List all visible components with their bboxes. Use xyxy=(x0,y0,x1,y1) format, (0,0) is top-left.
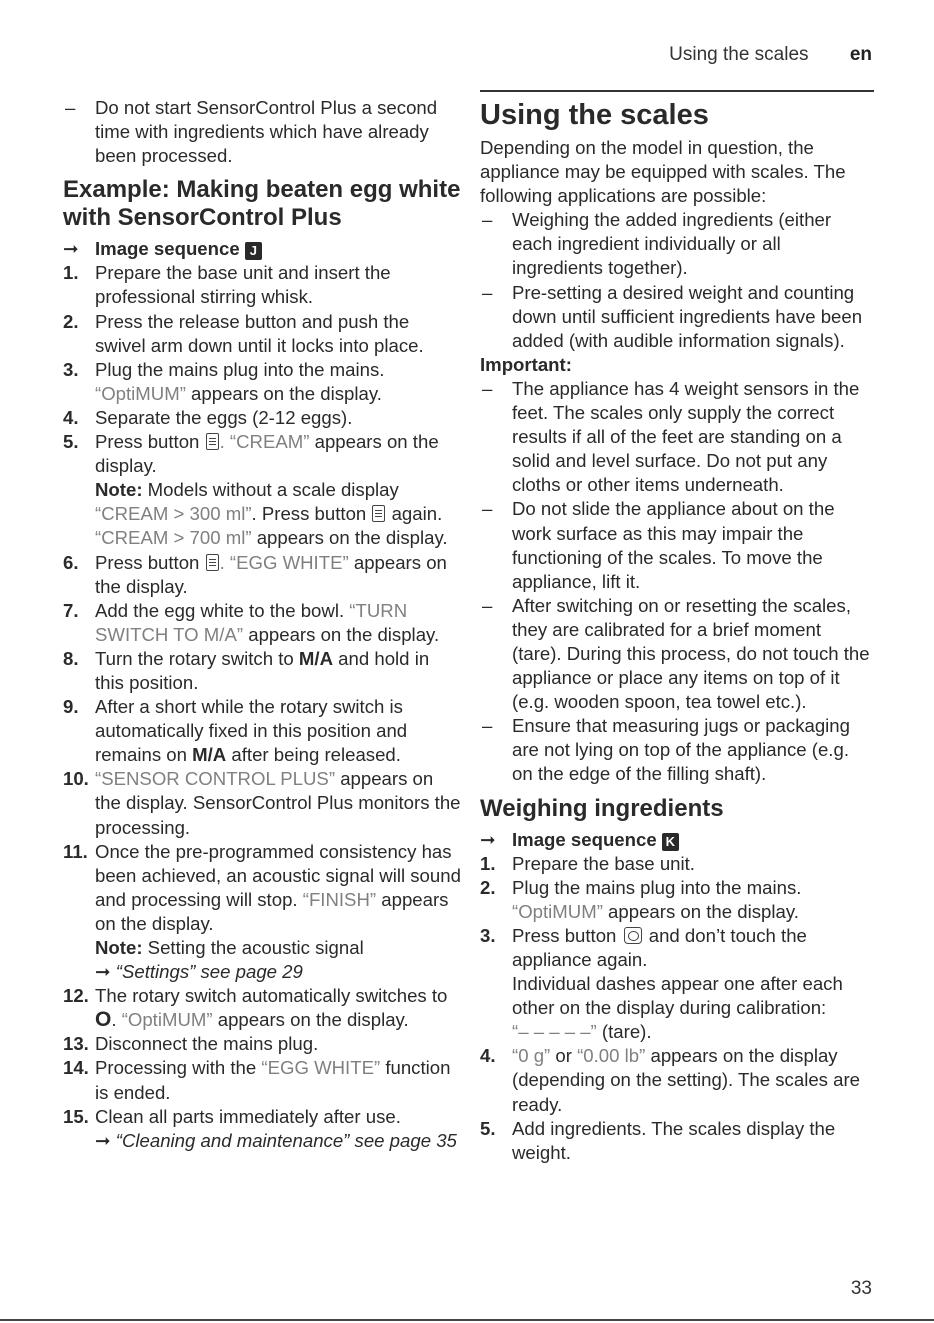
step-3 xyxy=(63,358,463,406)
step-number: 13. xyxy=(63,1033,89,1055)
xref-text: “Settings” see page 29 xyxy=(115,961,303,983)
step-number: 5. xyxy=(480,1117,496,1139)
dash-marker: – xyxy=(482,209,493,231)
header-section-title: Using the scales xyxy=(669,44,809,65)
step-14 xyxy=(63,1056,463,1104)
right-column xyxy=(480,96,874,1165)
step-number: 14. xyxy=(63,1057,89,1079)
step-4 xyxy=(63,406,463,430)
step-number: 12. xyxy=(63,985,89,1007)
arrow-right-icon: ➞ xyxy=(63,238,79,260)
step-text: Plug the mains plug into the mains. xyxy=(512,876,802,898)
display-text: “SENSOR CONTROL PLUS” xyxy=(95,768,336,790)
important-text: Ensure that measuring jugs or packaging are not lying on top of the appliance (e.g. on the edge of the filling shaft). xyxy=(512,715,850,785)
arrow-right-icon: ➞ xyxy=(95,961,111,983)
step-number: 10. xyxy=(63,768,89,790)
weigh-step-5 xyxy=(480,1117,874,1165)
application-item xyxy=(480,281,874,353)
intro-paragraph: Depending on the model in question, the appliance may be equipped with scales. The following applications are possible: xyxy=(480,137,846,207)
page-bottom-rule xyxy=(0,1319,934,1321)
step-text: Press button xyxy=(95,431,205,453)
step-text: Plug the mains plug into the mains. xyxy=(95,358,385,380)
important-item xyxy=(480,377,874,497)
step-text: appears on the display. xyxy=(243,623,440,645)
step-6 xyxy=(63,551,463,599)
menu-button-icon xyxy=(206,554,219,571)
important-label: Important: xyxy=(480,353,572,375)
step-text: . xyxy=(111,1009,122,1031)
step-13 xyxy=(63,1032,463,1056)
dash-marker: – xyxy=(482,281,493,303)
step-number: 6. xyxy=(63,551,79,573)
header-language: en xyxy=(849,44,872,65)
arrow-right-icon: ➞ xyxy=(95,1129,111,1151)
scale-button-icon xyxy=(624,927,642,944)
switch-position: M/A xyxy=(298,647,334,669)
display-text: “CREAM > 700 ml” xyxy=(95,527,252,549)
display-text: “OptiMUM” xyxy=(512,900,603,922)
step-text: appears on the display. xyxy=(95,551,447,597)
step-text: appears on the display. xyxy=(602,900,799,922)
running-header xyxy=(669,44,872,66)
step-text: After a short while the rotary switch is automatically fixed in this position and remains on xyxy=(95,696,408,766)
application-item xyxy=(480,208,874,280)
step-number: 2. xyxy=(63,310,79,332)
step-text: function is ended. xyxy=(95,1057,451,1103)
step-text: Disconnect the mains plug. xyxy=(95,1033,319,1055)
switch-position: M/A xyxy=(192,744,227,766)
step-9 xyxy=(63,695,463,767)
step-10 xyxy=(63,767,463,839)
step-text: Clean all parts immediately after use. xyxy=(95,1105,401,1127)
step-number: 5. xyxy=(63,431,79,453)
intro-dash-text: Do not start SensorControl Plus a second time with ingredients which have already been processed. xyxy=(95,97,438,167)
display-text: . “CREAM” xyxy=(219,431,310,453)
note-text: Setting the acoustic signal xyxy=(142,937,364,958)
arrow-right-icon: ➞ xyxy=(480,828,496,850)
display-text: “FINISH” xyxy=(302,888,377,910)
step-text: appears on the display. xyxy=(185,382,382,404)
step-text: appears on the display (depending on the setting). The scales are ready. xyxy=(512,1045,860,1115)
display-text: “OptiMUM” xyxy=(95,382,186,404)
step-12 xyxy=(63,984,463,1032)
step-7 xyxy=(63,599,463,647)
image-sequence-ref xyxy=(63,237,463,261)
important-item xyxy=(480,594,874,714)
step-number: 3. xyxy=(480,924,496,946)
step-text: appears on the display. xyxy=(95,888,449,934)
application-text: Weighing the added ingredients (either each ingredient individually or all ingredients together). xyxy=(512,209,832,279)
important-item xyxy=(480,497,874,593)
step-number: 2. xyxy=(480,876,496,898)
note-text: . Press button xyxy=(251,503,372,525)
step-text: appears on the display. SensorControl Plus monitors the processing. xyxy=(95,768,461,838)
step-text: Prepare the base unit. xyxy=(512,852,695,874)
important-text: Do not slide the appliance about on the work surface as this may impair the functioning of the scales. To move the appliance, lift it. xyxy=(512,498,835,592)
step-11 xyxy=(63,840,463,985)
sequence-letter-badge: J xyxy=(245,242,262,260)
menu-button-icon xyxy=(372,505,385,522)
image-sequence-ref xyxy=(480,828,874,852)
step-text: and don’t touch the appliance again. xyxy=(512,924,807,970)
step-text: and hold in this position. xyxy=(95,647,430,693)
weigh-step-2 xyxy=(480,876,874,924)
step-text: Press button xyxy=(512,924,622,946)
display-text: “CREAM > 300 ml” xyxy=(95,503,252,525)
step-text: or xyxy=(550,1045,578,1067)
dash-marker: – xyxy=(482,377,493,399)
cross-reference-link[interactable] xyxy=(95,1130,457,1151)
application-text: Pre-setting a desired weight and counting down until sufficient ingredients have been added (with audible information signals). xyxy=(512,281,863,351)
step-number: 4. xyxy=(480,1045,496,1067)
note-label: Note: xyxy=(95,479,143,501)
step-number: 11. xyxy=(63,840,88,862)
important-text: After switching on or resetting the scales, they are calibrated for a brief moment (tare). During this process, do not touch the appliance or place any items on top of it (e.g. wooden spoon, tea towel etc.). xyxy=(512,594,870,713)
weigh-step-1 xyxy=(480,852,874,876)
weighing-heading: Weighing ingredients xyxy=(480,794,724,822)
example-heading: Example: Making beaten egg white with SensorControl Plus xyxy=(63,176,461,232)
weigh-step-3 xyxy=(480,924,874,1044)
xref-text: “Cleaning and maintenance” see page 35 xyxy=(115,1129,457,1151)
display-text: “0.00 lb” xyxy=(577,1045,646,1067)
step-text: after being released. xyxy=(226,744,401,766)
step-text: appears on the display. xyxy=(212,1009,409,1031)
step-text: Individual dashes appear one after each other on the display during calibration: xyxy=(512,973,843,1019)
step-text: Processing with the xyxy=(95,1057,262,1079)
note-text: Models without a scale display xyxy=(142,479,399,501)
step-number: 9. xyxy=(63,696,79,718)
important-item xyxy=(480,714,874,786)
image-sequence-label: Image sequence xyxy=(95,238,240,260)
step-text: appears on the display. xyxy=(95,431,439,477)
step-15 xyxy=(63,1105,463,1153)
step-text: Once the pre-programmed consistency has been achieved, an acoustic signal will sound and processing will stop. xyxy=(95,840,461,910)
cross-reference-link[interactable] xyxy=(95,961,303,982)
dash-marker: – xyxy=(482,594,493,616)
dash-marker: – xyxy=(65,97,76,118)
display-text: “EGG WHITE” xyxy=(261,1057,381,1079)
step-text: Press button xyxy=(95,551,205,573)
note-text: appears on the display. xyxy=(251,527,448,549)
section-title: Using the scales xyxy=(480,99,709,131)
step-number: 1. xyxy=(63,262,79,284)
note-text: again. xyxy=(386,503,443,525)
image-sequence-label: Image sequence xyxy=(512,828,657,850)
step-text: Turn the rotary switch to xyxy=(95,647,299,669)
dash-marker: – xyxy=(482,715,493,737)
step-text: Add the egg white to the bowl. xyxy=(95,599,350,621)
important-text: The appliance has 4 weight sensors in the feet. The scales only supply the correct results if all of the feet are standing on a solid and level surface. Do not put any cloths or other items underneath. xyxy=(512,377,860,496)
display-text: “0 g” xyxy=(512,1045,551,1067)
step-text: Prepare the base unit and insert the professional stirring whisk. xyxy=(95,262,391,308)
step-text: Press the release button and push the swivel arm down until it locks into place. xyxy=(95,310,424,356)
menu-button-icon xyxy=(206,433,219,450)
step-1 xyxy=(63,261,463,309)
display-text: “OptiMUM” xyxy=(121,1009,213,1031)
section-divider xyxy=(480,90,874,92)
intro-dash-item xyxy=(63,96,463,168)
step-text: Add ingredients. The scales display the weight. xyxy=(512,1117,836,1163)
step-5 xyxy=(63,430,463,550)
display-text: “TURN SWITCH TO M/A” xyxy=(95,599,408,645)
page-number: 33 xyxy=(850,1278,872,1299)
dash-marker: – xyxy=(482,498,493,520)
display-text: “– – – – –” xyxy=(512,1021,597,1043)
step-text: Separate the eggs (2-12 eggs). xyxy=(95,406,353,428)
step-2 xyxy=(63,310,463,358)
step-text: The rotary switch automatically switches to xyxy=(95,985,448,1007)
weigh-step-4 xyxy=(480,1044,874,1116)
step-number: 7. xyxy=(63,599,79,621)
step-number: 15. xyxy=(63,1105,89,1127)
display-text: . “EGG WHITE” xyxy=(219,551,349,573)
off-position-symbol: O xyxy=(95,1008,112,1032)
step-text: (tare). xyxy=(596,1021,652,1043)
step-number: 4. xyxy=(63,406,79,428)
note-label: Note: xyxy=(95,937,143,958)
left-column xyxy=(63,96,463,1153)
sequence-letter-badge: K xyxy=(662,833,679,851)
step-number: 1. xyxy=(480,852,496,874)
step-number: 8. xyxy=(63,647,79,669)
step-number: 3. xyxy=(63,358,79,380)
step-8 xyxy=(63,647,463,695)
